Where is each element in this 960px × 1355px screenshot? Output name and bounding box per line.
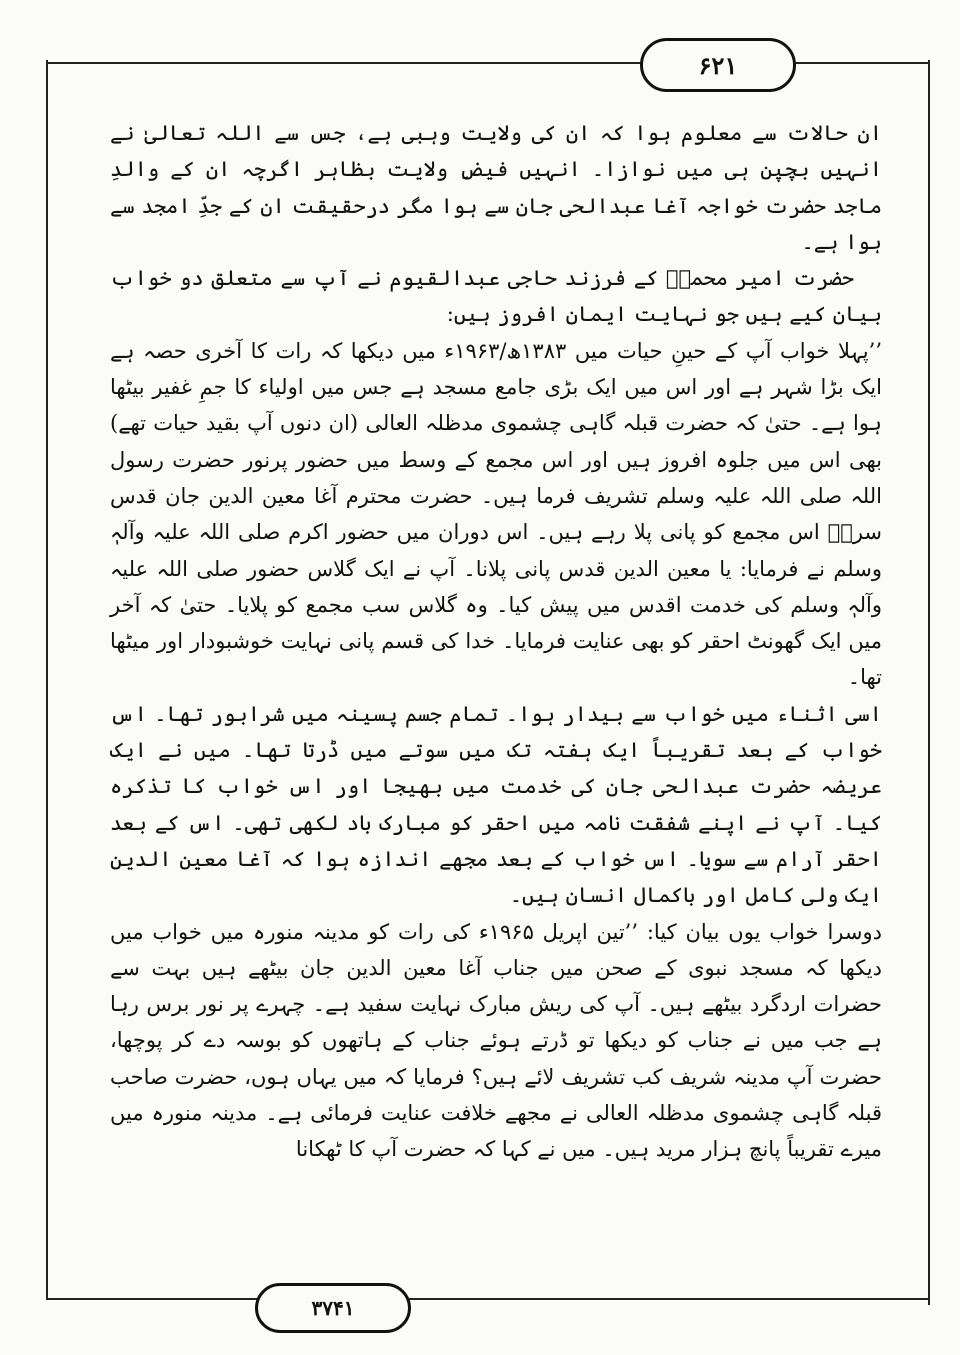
paragraph: ان حالات سے معلوم ہوا کہ ان کی ولایت وہبی ہے، جس سے اللہ تعالیٰ نے انہیں بچپن ہی میں نوازا۔ انہیں فیضِ ولایت بظاہر اگرچہ ان کے والدِ ماجد حضرت خواجہ آغا عبدالحی جان سے ہوا مگر درحقیقت ان کے جدِّ امجد سے ہوا ہے۔ <box>110 121 882 254</box>
footer-page-number: ۳۷۴۱ <box>255 1283 411 1333</box>
footer-rule <box>48 1298 928 1300</box>
paragraph: اسی اثناء میں خواب سے بیدار ہوا۔ تمام جسم پسینہ میں شرابور تھا۔ اس خواب کے بعد تقریباً ایک ہفتہ تک میں سوتے میں ڈرتا تھا۔ میں نے ایک عریضہ حضرت عبدالحی جان کی خدمت میں بھیجا اور اس خواب کا تذکرہ کیا۔ آپ نے اپنے شفقت نامہ میں احقر کو مبارک باد لکھی تھی۔ اس کے بعد احقر آرام سے سویا۔ اس خواب کے بعد مجھے اندازہ ہوا کہ آغا معین الدین ایک ولی کامل اور باکمال انسان ہیں۔ <box>110 701 882 908</box>
body-text <box>110 115 882 1265</box>
page-border-right <box>928 60 930 1305</box>
paragraph: حضرت امیر محمدؒ کے فرزند حاجی عبدالقیوم نے آپ سے متعلق دو خواب بیان کیے ہیں جو نہایت ایمان افروز ہیں: <box>110 266 882 327</box>
page-border-left <box>46 60 48 1300</box>
header-rule <box>48 62 928 67</box>
paragraph: دوسرا خواب یوں بیان کیا: ’’تین اپریل ۱۹۶۵ء کی رات کو مدینہ منورہ میں خواب میں دیکھا کہ مسجد نبوی کے صحن میں جناب آغا معین الدین جان بیٹھے ہیں بہت سے حضرات اردگرد بیٹھے ہیں۔ آپ کی ریش مبارک نہایت سفید ہے۔ چہرے پر نور برس رہا ہے جب میں نے جناب کو دیکھا تو ڈرتے ہوئے جناب کے ہاتھوں کو بوسہ دے کر پوچھا، حضرت آپ مدینہ شریف کب تشریف لائے ہیں؟ فرمایا کہ میں یہاں ہوں، حضرت صاحب قبلہ گاہی چشموی مدظلہ العالی نے مجھے خلافت عنایت فرمائی ہے۔ مدینہ منورہ میں میرے تقریباً پانچ ہزار مرید ہیں۔ میں نے کہا کہ حضرت آپ کا ٹھکانا <box>110 919 882 1162</box>
paragraph: ’’پہلا خواب آپ کے حینِ حیات میں ۱۳۸۳ھ/۱۹۶۳ء میں دیکھا کہ رات کا آخری حصہ ہے ایک بڑا شہر ہے اور اس میں ایک بڑی جامع مسجد ہے جس میں اولیاء کا جمِ غفیر بیٹھا ہوا ہے۔ حتیٰ کہ حضرت قبلہ گاہی چشموی مدظلہ العالی (ان دنوں آپ بقید حیات تھے) بھی اس میں جلوہ افروز ہیں اور اس مجمع کے وسط میں حضور پرنور حضرت رسول اللہ صلی اللہ علیہ وسلم تشریف فرما ہیں۔ حضرت محترم آغا معین الدین جان قدس سرہٗ اس مجمع کو پانی پلا رہے ہیں۔ اس دوران میں حضور اکرم صلی اللہ علیہ وآلہٖ وسلم نے فرمایا: یا معین الدین قدس پانی پلانا۔ آپ نے ایک گلاس حضور صلی اللہ علیہ وآلہٖ وسلم کی خدمت اقدس میں پیش کیا۔ وہ گلاس سب مجمع کو پلایا۔ حتیٰ کہ آخر میں ایک گھونٹ احقر کو بھی عنایت فرمایا۔ خدا کی قسم پانی نہایت خوشبودار اور میٹھا تھا۔ <box>110 338 883 690</box>
header-page-number: ۶۲۱ <box>640 38 796 92</box>
